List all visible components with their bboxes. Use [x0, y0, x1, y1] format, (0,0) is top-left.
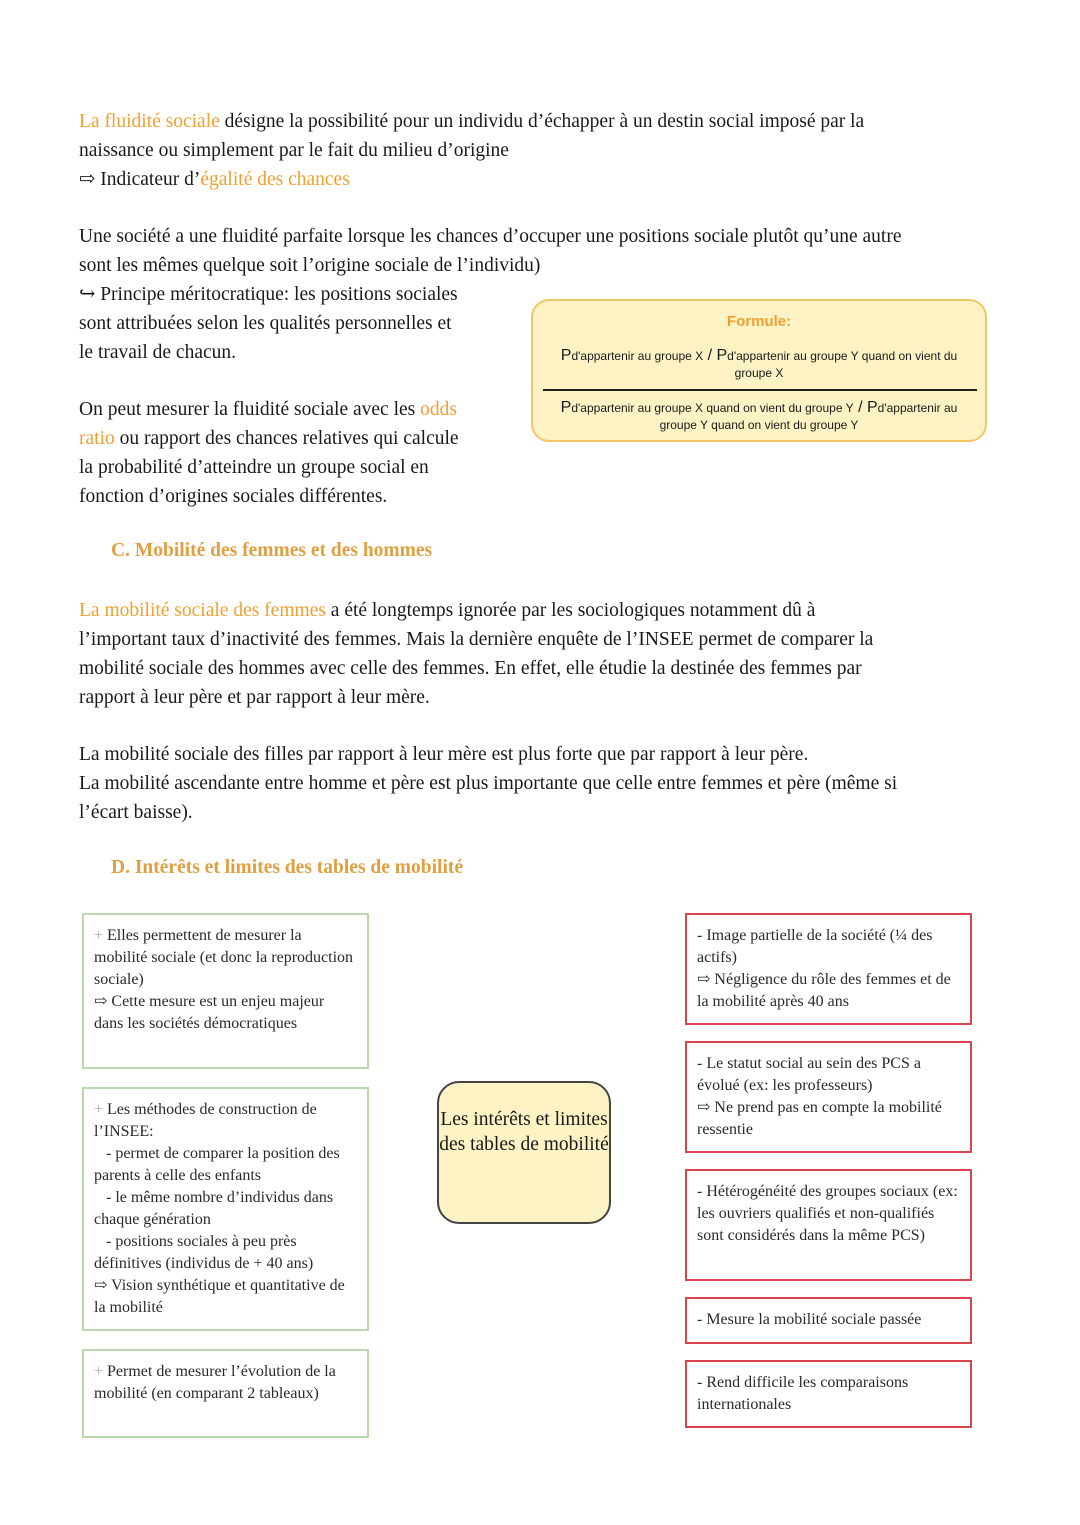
c-p1-line-1	[79, 596, 815, 625]
formula-title: Formule:	[726, 313, 792, 330]
con-box: - Image partielle de la société (¼ des actifs) ⇨ Négligence du rôle des femmes et de la mobilité après 40 ans	[685, 913, 972, 1025]
intro-line-1	[79, 107, 864, 136]
intro-term: La fluidité sociale	[79, 111, 220, 132]
center-summary-box: Les intérêts et limites des tables de mobilité	[437, 1081, 611, 1224]
con-box: - Mesure la mobilité sociale passée	[685, 1297, 972, 1344]
c-p1-line-2: l’important taux d’inactivité des femmes. Mais la dernière enquête de l’INSEE permet de comparer la	[79, 629, 874, 650]
odds-text-2: ou rapport des chances relatives qui calcule	[114, 428, 459, 449]
plus-icon: +	[94, 927, 104, 944]
section-d-heading: D. Intérêts et limites des tables de mobilité	[111, 857, 464, 878]
c-p1-text: a été longtemps ignorée par les sociologiques notamment dû à	[325, 600, 816, 621]
pro-box	[82, 1087, 369, 1331]
prob-symbol: P	[866, 399, 878, 416]
ratio-term: ratio	[79, 428, 115, 449]
plus-icon: +	[94, 1101, 104, 1118]
odds-line-1	[79, 395, 457, 424]
slash: /	[853, 399, 867, 416]
con-box: - Le statut social au sein des PCS a évolué (ex: les professeurs) ⇨ Ne prend pas en compte la mobilité ressentie	[685, 1041, 972, 1153]
perfect-line-2: sont les mêmes quelque soit l’origine sociale de l’individu)	[79, 255, 541, 276]
pro-text: Elles permettent de mesurer la mobilité sociale (et donc la reproduction sociale) ⇨ Cette mesure est un enjeu majeur dans les sociétés démocratiques	[94, 927, 354, 1032]
perfect-line-4: sont attribuées selon les qualités personnelles et	[79, 313, 452, 334]
section-c-heading: C. Mobilité des femmes et des hommes	[111, 540, 433, 561]
perfect-line-1: Une société a une fluidité parfaite lorsque les chances d’occuper une positions sociale plutôt qu’une autre	[79, 226, 902, 247]
odds-line-2	[79, 424, 459, 453]
intro-indicator	[79, 165, 350, 194]
c-p2-line-3: l’écart baisse).	[79, 802, 193, 823]
odds-line-4: fonction d’origines sociales différentes.	[79, 486, 388, 507]
odds-text-1: On peut mesurer la fluidité sociale avec les	[79, 399, 421, 420]
perfect-line-5: le travail de chacun.	[79, 342, 236, 363]
con-box: - Rend difficile les comparaisons internationales	[685, 1360, 972, 1428]
c-p2-line-2: La mobilité ascendante entre homme et père est plus importante que celle entre femmes et père (même si	[79, 773, 898, 794]
slash: /	[703, 347, 717, 364]
indicator-prefix: ⇨ Indicateur d’	[79, 169, 201, 190]
c-p1-line-4: rapport à leur père et par rapport à leur mère.	[79, 687, 430, 708]
prob-symbol: P	[560, 399, 572, 416]
den-b: d'appartenir au groupe Y quand on vient du groupe Y	[659, 401, 958, 432]
perfect-line-3: ↪ Principe méritocratique: les positions sociales	[79, 284, 458, 305]
num-b: d'appartenir au groupe Y quand on vient du groupe X	[727, 349, 958, 380]
c-p2-line-1: La mobilité sociale des filles par rapport à leur mère est plus forte que par rapport à leur père.	[79, 744, 809, 765]
pro-text: Permet de mesurer l’évolution de la mobilité (en comparant 2 tableaux)	[94, 1363, 340, 1402]
pro-box	[82, 1349, 369, 1438]
pro-text: Les méthodes de construction de l’INSEE: - permet de comparer la position des parents à celle des enfants - le même nombre d’individus dans chaque génération - positions sociales à peu près définitives (individus de + 40 ans) ⇨ Vision synthétique et quantitative de la mobilité	[94, 1101, 345, 1316]
con-box: - Hétérogénéité des groupes sociaux (ex: les ouvriers qualifiés et non-qualifiés sont considérés dans la même PCS)	[685, 1169, 972, 1281]
c-p1-line-3: mobilité sociale des hommes avec celle des femmes. En effet, elle étudie la destinée des femmes par	[79, 658, 862, 679]
formula-denominator	[543, 399, 975, 434]
formula-numerator	[543, 347, 975, 382]
pro-box	[82, 913, 369, 1069]
women-mobility-term: La mobilité sociale des femmes	[79, 600, 326, 621]
prob-symbol: P	[560, 347, 572, 364]
prob-symbol: P	[716, 347, 728, 364]
intro-text: désigne la possibilité pour un individu d’échapper à un destin social imposé par la	[219, 111, 865, 132]
plus-icon: +	[94, 1363, 104, 1380]
num-a: d'appartenir au groupe X	[571, 349, 704, 363]
odds-term: odds	[420, 399, 457, 420]
intro-line-2: naissance ou simplement par le fait du milieu d’origine	[79, 140, 509, 161]
odds-line-3: la probabilité d’atteindre un groupe social en	[79, 457, 429, 478]
den-a: d'appartenir au groupe X quand on vient du groupe Y	[571, 401, 854, 415]
formula-box	[531, 299, 987, 442]
fraction-bar	[543, 389, 977, 391]
indicator-term: égalité des chances	[200, 169, 350, 190]
